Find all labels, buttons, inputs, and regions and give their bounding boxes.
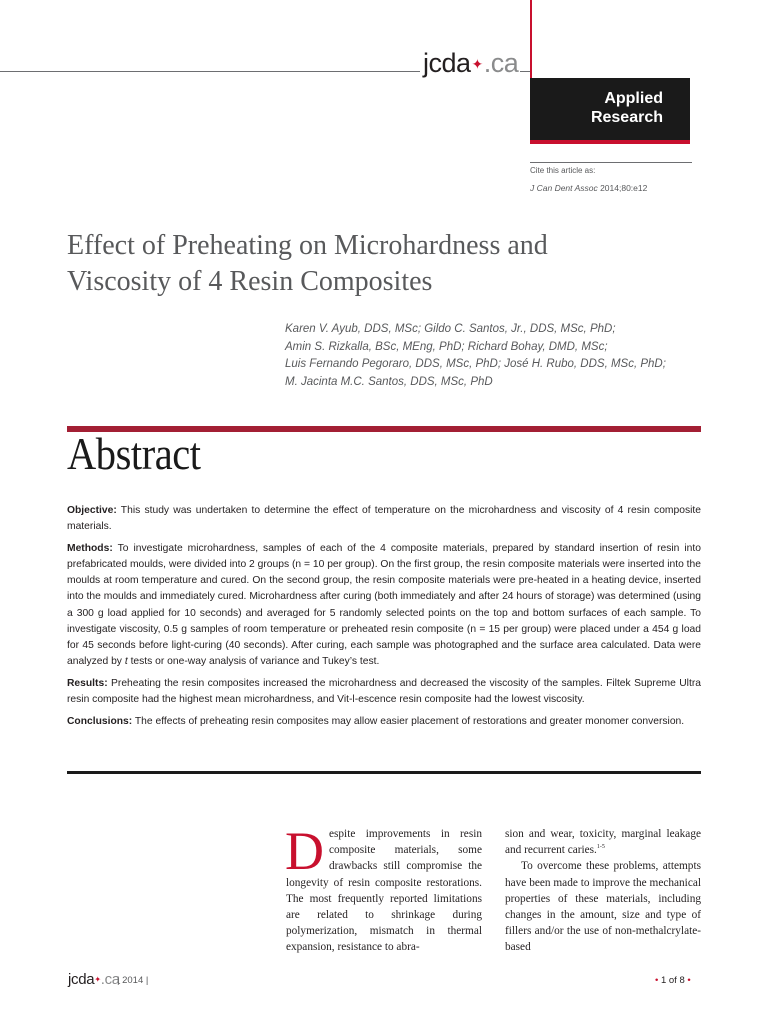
col2-paragraph-1 [505, 826, 701, 858]
badge-accent-rule [530, 140, 690, 144]
footer-logo-text: jcda [68, 971, 95, 988]
abstract-heading: Abstract [67, 428, 201, 479]
methods-t: t [124, 655, 128, 667]
badge-line-1: Applied [604, 90, 663, 107]
title-line-1: Effect of Preheating on Microhardness and [67, 230, 548, 261]
col2-paragraph-2: To overcome these problems, attempts have been made to improve the mechanical properties of these materials, including changes in the amount, size and type of fillers and/or the use of non-methalcrylate-based [505, 860, 701, 954]
section-badge [530, 78, 690, 140]
bullet-icon: • [655, 975, 659, 986]
header-rule-left [0, 71, 420, 72]
footer-logo-suffix: .ca [100, 971, 120, 988]
abstract-objective [67, 503, 701, 535]
cite-label: Cite this article as: [530, 166, 596, 175]
page-number [655, 975, 691, 986]
drop-cap: D [285, 821, 324, 881]
results-text: Preheating the resin composites increased the microhardness and decreased the viscosity of the samples. Filtek Supreme Ultra resin composite had the highest mean microhardness, and Vit-l-escence resin composite had the lowest viscosity. [67, 677, 701, 706]
author-list [285, 321, 705, 391]
logo-text: jcda [423, 48, 471, 78]
body-column-2 [505, 826, 701, 956]
cite-details: 2014;80:e12 [597, 183, 648, 193]
author-line: Luis Fernando Pegoraro, DDS, MSc, PhD; José H. Rubo, DDS, MSc, PhD; [285, 358, 666, 370]
footer-logo[interactable] [68, 971, 120, 988]
methods-label: Methods: [67, 543, 113, 555]
reference-superscript[interactable]: 1-5 [596, 844, 605, 851]
cite-journal: J Can Dent Assoc [530, 183, 598, 193]
conclusions-text: The effects of preheating resin composites may allow easier placement of restorations and greater monomer conversion. [132, 716, 685, 728]
section-marker-bar [530, 0, 532, 78]
objective-text: This study was undertaken to determine the effect of temperature on the microhardness and viscosity of 4 resin composite materials. [67, 505, 701, 533]
page-number-text: 1 of 8 [658, 975, 688, 986]
footer-maple-leaf-icon: ✦ [94, 975, 101, 984]
logo-suffix: .ca [483, 48, 519, 78]
abstract-end-rule [67, 771, 701, 774]
author-line: Amin S. Rizkalla, BSc, MEng, PhD; Richard Bohay, DMD, MSc; [285, 340, 608, 353]
abstract-results [67, 676, 701, 708]
col1-text: espite improvements in resin composite materials, some drawbacks still compromise the longevity of resin composite restorations. The most frequently reported limitations are related to shrinkage during polymerization, mismatch in thermal expansion, resistance to abra- [286, 828, 482, 954]
journal-logo[interactable] [423, 50, 518, 77]
author-line: Karen V. Ayub, DDS, MSc; Gildo C. Santos, Jr., DDS, MSc, PhD; [285, 323, 616, 335]
methods-text-2: tests or one-way analysis of variance and Tukey’s test. [127, 655, 380, 667]
article-title [67, 228, 667, 300]
col2-para1-text: sion and wear, toxicity, marginal leakage and recurrent caries. [505, 828, 701, 857]
cite-rule [530, 162, 692, 163]
abstract-conclusions [67, 714, 701, 730]
abstract-methods [67, 541, 701, 670]
maple-leaf-icon: ✦ [471, 56, 483, 72]
objective-label: Objective: [67, 505, 117, 516]
conclusions-label: Conclusions: [67, 716, 133, 728]
methods-text-1: To investigate microhardness, samples of each of the 4 composite materials, prepared by standard insertion of resin into prefabricated moulds, were divided into 2 groups (n = 10 per group). On the first group, the resin composite materials were inserted into the moulds at room temperature and cured. On the second group, the resin composite materials were pre-heated in a heating device, inserted into the moulds and immediately cured. Microhardness after curing (both immediately and after 24 hours of storage) was determined (using a 300 g load applied for 10 seconds) and averaged for 5 randomly selected points on the top and bottom surfaces of each sample. To investigate viscosity, 0.5 g samples of room temperature or preheated resin composite (n = 15 per group) were placed under a 454 g load for 45 seconds before light-curing (40 seconds). After curing, each sample was photographed and the surface area calculated. Data were analyzed by [67, 543, 701, 667]
citation-reference [530, 183, 647, 193]
author-line: M. Jacinta M.C. Santos, DDS, MSc, PhD [285, 375, 493, 388]
body-column-1 [285, 821, 482, 956]
badge-line-2: Research [590, 109, 663, 126]
bullet-icon: • [687, 975, 691, 986]
abstract-body [67, 503, 701, 736]
footer-year: | 2014 | [117, 975, 149, 986]
title-line-2: Viscosity of 4 Resin Composites [67, 266, 433, 297]
results-label: Results: [67, 677, 108, 689]
